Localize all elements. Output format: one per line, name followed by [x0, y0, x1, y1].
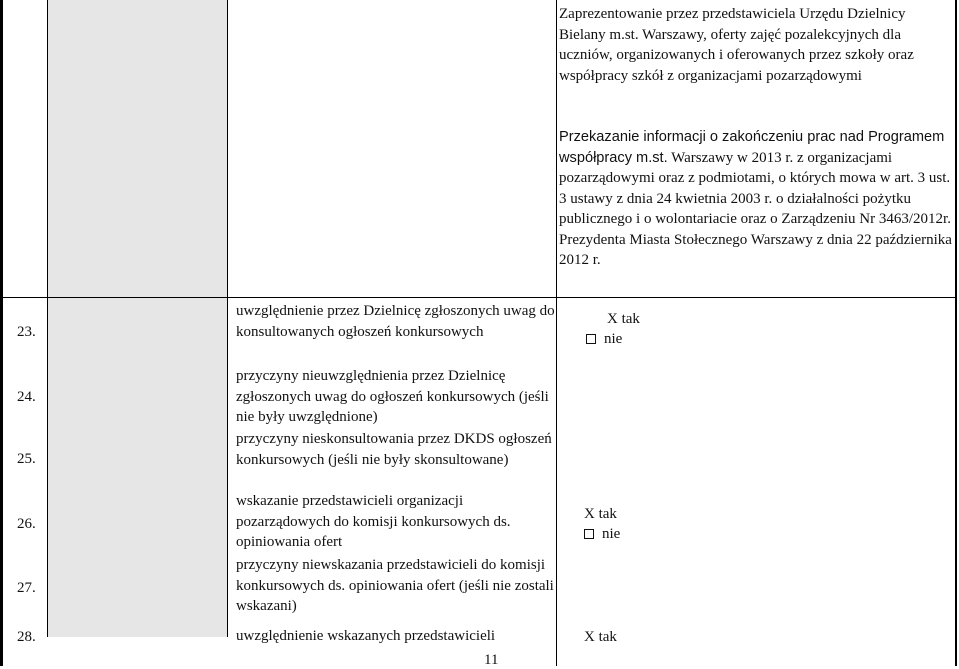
row-description-23: uwzględnienie przez Dzielnicę zgłoszonych uwag do konsultowanych ogłoszeń konkursowych — [236, 303, 555, 340]
page-number: 11 — [484, 652, 499, 668]
checkbox-icon[interactable] — [586, 334, 596, 344]
option-yes-checked[interactable]: X tak — [584, 629, 617, 645]
row-number-26: 26. — [17, 516, 36, 532]
row-description-27: przyczyny niewskazania przedstawicieli do komisji konkursowych ds. opiniowania ofert (jeśli nie zostali wskazani) — [236, 557, 554, 614]
row-number-25: 25. — [17, 451, 36, 467]
column-divider — [227, 0, 228, 637]
option-no-label: nie — [604, 331, 623, 347]
row-description-26: wskazanie przedstawicieli organizacji pozarządowych do komisji konkursowych ds. opiniowania ofert — [236, 493, 511, 550]
row-description-28: uwzględnienie wskazanych przedstawicieli — [236, 628, 496, 644]
top-cell-paragraph-2 — [559, 127, 954, 271]
row-divider — [0, 297, 957, 298]
option-yes-checked[interactable]: X tak — [584, 506, 617, 522]
answer-row-23 — [586, 309, 640, 349]
answer-row-26 — [584, 504, 620, 544]
column-divider — [556, 0, 557, 666]
row-number-24: 24. — [17, 389, 36, 405]
row-number-27: 27. — [17, 580, 36, 596]
answer-row-28 — [584, 627, 617, 647]
checkbox-icon[interactable] — [584, 529, 594, 539]
gray-column — [47, 0, 227, 637]
row-number-23: 23. — [17, 324, 36, 340]
table-right-border — [955, 0, 957, 666]
option-no-label: nie — [602, 526, 621, 542]
option-no[interactable] — [586, 329, 640, 349]
option-no[interactable] — [584, 524, 620, 544]
option-yes-checked[interactable]: X tak — [607, 311, 640, 327]
row-description-24: przyczyny nieuwzględnienia przez Dzielnicę zgłoszonych uwag do ogłoszeń konkursowych (jeśli nie były uwzględnione) — [236, 368, 549, 425]
column-divider — [47, 0, 48, 637]
table-left-border — [0, 0, 3, 666]
paragraph-2-sans: Przekazanie informacji o zakończeniu prac nad Programem współpracy m.st. — [559, 129, 945, 166]
row-number-28: 28. — [17, 629, 36, 645]
paragraph-2-serif: Warszawy w 2013 r. z organizacjami pozarządowymi oraz z podmiotami, o których mowa w art. 3 ust. 3 ustawy z dnia 24 kwietnia 2003 r. o działalności pożytku publicznego i o wolontariacie oraz o Zarządzeniu Nr 3463/2012r. Prezydenta Miasta Stołecznego Warszawy z dnia 22 października 2012 r. — [559, 149, 952, 268]
row-description-25: przyczyny nieskonsultowania przez DKDS ogłoszeń konkursowych (jeśli nie były skonsultowane) — [236, 431, 552, 468]
top-cell-paragraph-1: Zaprezentowanie przez przedstawiciela Urzędu Dzielnicy Bielany m.st. Warszawy, oferty zajęć pozalekcyjnych dla uczniów, organizowanych i oferowanych przez szkoły oraz współpracy szkół z organizacjami pozarządowymi — [559, 6, 914, 84]
